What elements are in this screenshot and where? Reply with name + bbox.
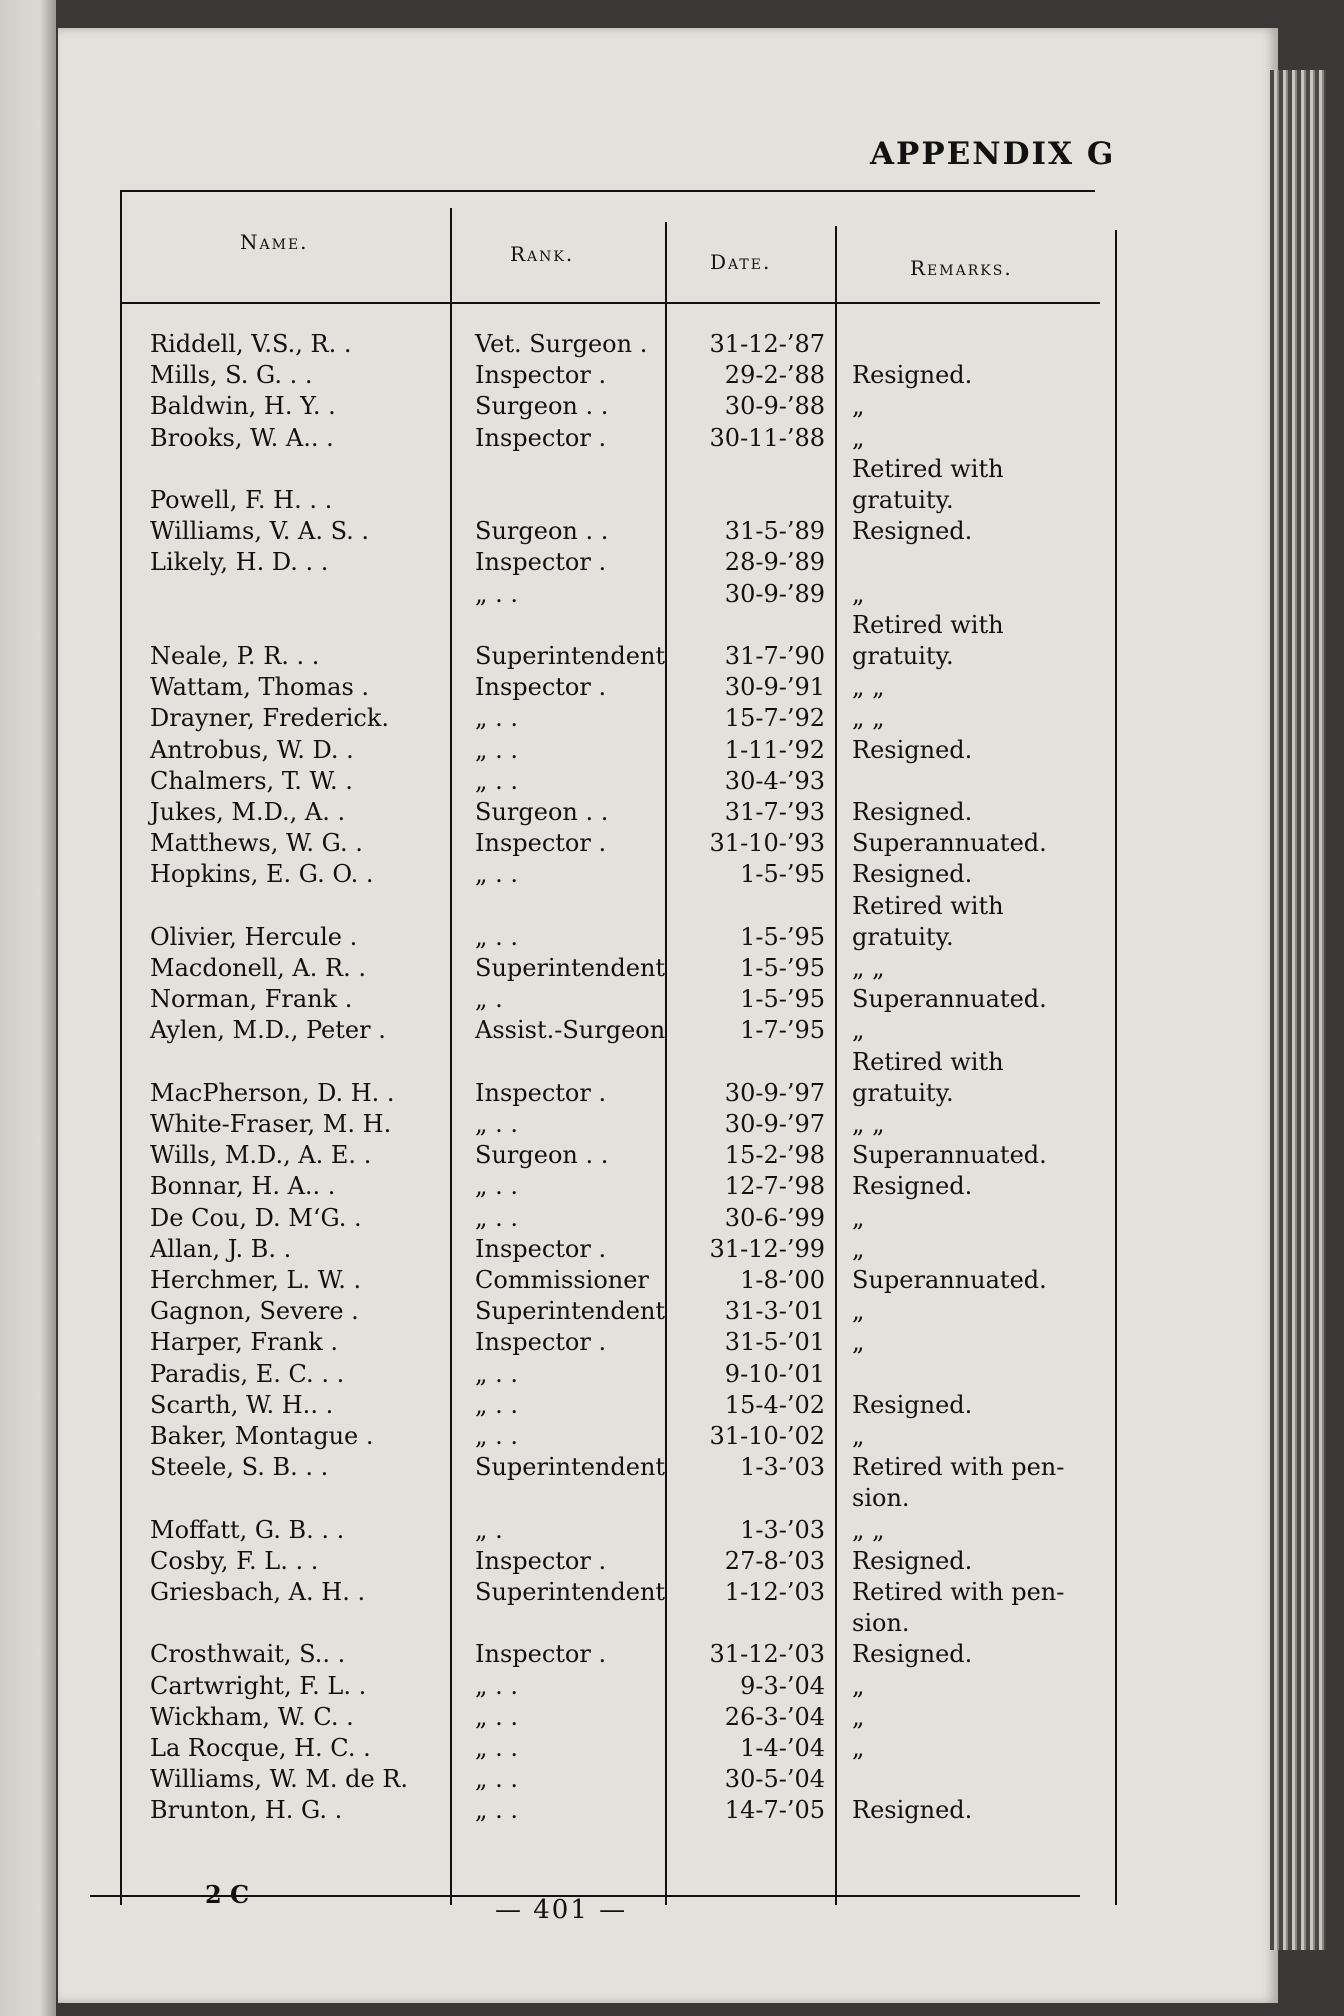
date-cell: 15-4-’02 (724, 1390, 825, 1419)
column-header-remarks: Remarks. (910, 256, 1013, 280)
name-cell: Herchmer, L. W. . (150, 1266, 362, 1294)
remarks-cell: „ (852, 1234, 865, 1263)
name-rank-divider (450, 208, 452, 1905)
date-cell: 1-8-’00 (740, 1266, 825, 1294)
remarks-cell: Resigned. (852, 798, 973, 826)
rank-cell: „ . . (475, 1390, 518, 1419)
rank-cell: Surgeon . . (475, 517, 609, 546)
remarks-cell: „ „ (852, 954, 885, 982)
remarks-cell: „ (852, 1203, 865, 1232)
name-cell: Riddell, V.S., R. . (150, 330, 352, 358)
table-left-border (120, 190, 122, 1905)
rank-cell: Inspector . (475, 1546, 607, 1575)
remarks-cell: „ (852, 1297, 865, 1326)
date-cell: 1-3-’03 (740, 1453, 825, 1482)
remarks-cell: Superannuated. (852, 1266, 1047, 1294)
name-cell: Baker, Montague . (150, 1422, 374, 1450)
date-cell: 31-7-’93 (724, 798, 825, 826)
rank-cell: Superintendent (475, 1578, 666, 1606)
name-cell: Wickham, W. C. . (150, 1702, 354, 1731)
rank-cell: Inspector . (475, 361, 607, 390)
name-cell: Williams, V. A. S. . (150, 517, 370, 546)
table-right-border (1115, 230, 1117, 1905)
rank-cell: „ . . (475, 735, 518, 764)
remarks-cell: „ „ (852, 704, 885, 733)
column-header-rank: Rank. (510, 242, 575, 266)
date-cell: 31-10-’93 (709, 829, 825, 858)
rank-cell: „ . . (475, 1203, 518, 1232)
remarks-cell: Retired with pen- (852, 1453, 1065, 1482)
date-cell: 15-2-’98 (724, 1141, 825, 1170)
name-cell: Baldwin, H. Y. . (150, 392, 336, 421)
rank-cell: Inspector . (475, 829, 607, 858)
name-cell: Allan, J. B. . (150, 1234, 292, 1263)
rank-cell: Surgeon . . (475, 1141, 609, 1170)
remarks-cell: sion. (852, 1609, 910, 1638)
remarks-cell: „ „ (852, 673, 885, 702)
page-number: — 401 — (495, 1895, 628, 1925)
remarks-cell: Resigned. (852, 1796, 973, 1825)
name-cell: Drayner, Frederick. (150, 704, 389, 733)
remarks-cell: gratuity. (852, 1078, 954, 1107)
name-cell: Olivier, Hercule . (150, 922, 358, 951)
date-cell: 30-9-’91 (724, 673, 825, 702)
date-cell: 12-7-’98 (724, 1172, 825, 1201)
rank-cell: Superintendent (475, 954, 666, 982)
name-cell: Crosthwait, S.. . (150, 1640, 346, 1669)
name-cell: Mills, S. G. . . (150, 361, 313, 390)
remarks-cell: Resigned. (852, 860, 973, 889)
date-remarks-divider (835, 226, 837, 1905)
name-cell: Jukes, M.D., A. . (150, 798, 346, 826)
rank-cell: „ . . (475, 766, 518, 795)
name-cell: Griesbach, A. H. . (150, 1578, 366, 1606)
date-cell: 1-4-’04 (740, 1734, 825, 1762)
appendix-table (90, 190, 1115, 1905)
page-header: APPENDIX G (870, 136, 1116, 172)
date-cell: 31-3-’01 (724, 1297, 825, 1326)
rank-cell: Inspector . (475, 673, 607, 702)
remarks-cell: Resigned. (852, 1640, 973, 1669)
rank-cell: „ . . (475, 704, 518, 733)
date-cell: 26-3-’04 (724, 1702, 825, 1731)
remarks-cell: gratuity. (852, 642, 954, 670)
rank-cell: Inspector . (475, 423, 607, 452)
remarks-cell: „ (852, 1422, 865, 1450)
table-head-rule (120, 302, 1100, 304)
remarks-cell: Superannuated. (852, 829, 1047, 858)
rank-cell: „ . . (475, 1702, 518, 1731)
remarks-cell: Superannuated. (852, 1141, 1047, 1170)
rank-cell: Inspector . (475, 1078, 607, 1107)
name-cell: Wills, M.D., A. E. . (150, 1141, 372, 1170)
name-cell: Hopkins, E. G. O. . (150, 860, 374, 889)
remarks-cell: sion. (852, 1484, 910, 1513)
name-cell: Matthews, W. G. . (150, 829, 363, 858)
name-cell: Brooks, W. A.. . (150, 423, 334, 452)
name-cell: Harper, Frank . (150, 1328, 339, 1357)
date-cell: 30-9-’97 (724, 1110, 825, 1138)
rank-cell: Inspector . (475, 1640, 607, 1669)
remarks-cell: „ (852, 1702, 865, 1731)
date-cell: 31-12-’99 (709, 1234, 825, 1263)
name-cell: Antrobus, W. D. . (150, 735, 354, 764)
rank-cell: „ . . (475, 860, 518, 889)
date-cell: 1-12-’03 (724, 1578, 825, 1606)
name-cell: Wattam, Thomas . (150, 673, 370, 702)
rank-cell: Inspector . (475, 548, 607, 577)
rank-cell: „ . . (475, 1671, 518, 1700)
remarks-cell: Retired with (852, 610, 1004, 639)
name-cell: MacPherson, D. H. . (150, 1078, 395, 1107)
date-cell: 1-5-’95 (740, 860, 825, 889)
name-cell: Williams, W. M. de R. (150, 1765, 409, 1794)
name-cell: Brunton, H. G. . (150, 1796, 343, 1825)
date-cell: 31-5-’89 (724, 517, 825, 546)
date-cell: 9-3-’04 (740, 1671, 825, 1700)
rank-cell: Assist.-Surgeon (475, 1016, 666, 1045)
date-cell: 9-10-’01 (724, 1359, 825, 1388)
remarks-cell: Resigned. (852, 1546, 973, 1575)
name-cell: Bonnar, H. A.. . (150, 1172, 336, 1201)
rank-cell: „ . (475, 1515, 503, 1544)
date-cell: 30-11-’88 (709, 423, 825, 452)
name-cell: Likely, H. D. . . (150, 548, 329, 577)
table-top-rule (120, 190, 1095, 192)
column-header-date: Date. (710, 250, 772, 274)
date-cell: 15-7-’92 (724, 704, 825, 733)
remarks-cell: „ (852, 1016, 865, 1045)
date-cell: 1-11-’92 (724, 735, 825, 764)
rank-cell: „ . . (475, 579, 518, 608)
rank-cell: Superintendent (475, 642, 666, 670)
remarks-cell: Resigned. (852, 735, 973, 764)
name-cell: Cartwright, F. L. . (150, 1671, 367, 1700)
date-cell: 1-7-’95 (740, 1016, 825, 1045)
date-cell: 31-7-’90 (724, 642, 825, 670)
page-stack-edge (1270, 70, 1326, 1950)
name-cell: Chalmers, T. W. . (150, 766, 353, 795)
rank-cell: „ . . (475, 1796, 518, 1825)
name-cell: Cosby, F. L. . . (150, 1546, 319, 1575)
date-cell: 1-3-’03 (740, 1515, 825, 1544)
name-cell: Neale, P. R. . . (150, 642, 320, 670)
remarks-cell: gratuity. (852, 922, 954, 951)
name-cell: Powell, F. H. . . (150, 486, 333, 514)
date-cell: 30-4-’93 (724, 766, 825, 795)
remarks-cell: „ (852, 392, 865, 421)
rank-cell: „ . . (475, 1172, 518, 1201)
remarks-cell: Resigned. (852, 517, 973, 546)
signature-mark: 2 C (205, 1880, 250, 1909)
rank-cell: Inspector . (475, 1234, 607, 1263)
rank-cell: Superintendent (475, 1453, 666, 1482)
rank-cell: Commissioner (475, 1266, 649, 1294)
remarks-cell: „ „ (852, 1110, 885, 1138)
rank-cell: „ . . (475, 1110, 518, 1138)
facing-page-edge (0, 0, 56, 2016)
name-cell: Macdonell, A. R. . (150, 954, 366, 982)
remarks-cell: Retired with pen- (852, 1578, 1065, 1606)
date-cell: 30-9-’97 (724, 1078, 825, 1107)
remarks-cell: „ (852, 1734, 865, 1762)
rank-cell: Vet. Surgeon . (475, 330, 648, 358)
date-cell: 1-5-’95 (740, 954, 825, 982)
name-cell: Aylen, M.D., Peter . (150, 1016, 386, 1045)
date-cell: 27-8-’03 (724, 1546, 825, 1575)
rank-cell: Inspector . (475, 1328, 607, 1357)
rank-cell: Surgeon . . (475, 798, 609, 826)
remarks-cell: „ (852, 579, 865, 608)
date-cell: 30-5-’04 (724, 1765, 825, 1794)
date-cell: 30-6-’99 (724, 1203, 825, 1232)
remarks-cell: „ (852, 1328, 865, 1357)
date-cell: 31-5-’01 (724, 1328, 825, 1357)
date-cell: 14-7-’05 (724, 1796, 825, 1825)
remarks-cell: Resigned. (852, 361, 973, 390)
name-cell: Scarth, W. H.. . (150, 1390, 334, 1419)
name-cell: Steele, S. B. . . (150, 1453, 329, 1482)
rank-cell: Surgeon . . (475, 392, 609, 421)
name-cell: White-Fraser, M. H. (150, 1110, 392, 1138)
date-cell: 29-2-’88 (724, 361, 825, 390)
remarks-cell: gratuity. (852, 486, 954, 514)
date-cell: 28-9-’89 (724, 548, 825, 577)
remarks-cell: „ (852, 1671, 865, 1700)
name-cell: Gagnon, Severe . (150, 1297, 359, 1326)
remarks-cell: „ „ (852, 1515, 885, 1544)
date-cell: 1-5-’95 (740, 985, 825, 1014)
rank-cell: „ . . (475, 1765, 518, 1794)
column-header-name: Name. (240, 230, 309, 254)
remarks-cell: Resigned. (852, 1390, 973, 1419)
name-cell: Paradis, E. C. . . (150, 1359, 345, 1388)
date-cell: 1-5-’95 (740, 922, 825, 951)
rank-cell: „ . (475, 985, 503, 1014)
rank-cell: „ . . (475, 1359, 518, 1388)
date-cell: 31-12-’03 (709, 1640, 825, 1669)
date-cell: 30-9-’88 (724, 392, 825, 421)
rank-cell: Superintendent (475, 1297, 666, 1326)
remarks-cell: Retired with (852, 891, 1004, 920)
name-cell: Moffatt, G. B. . . (150, 1515, 345, 1544)
name-cell: La Rocque, H. C. . (150, 1734, 371, 1762)
remarks-cell: „ (852, 423, 865, 452)
rank-cell: „ . . (475, 1734, 518, 1762)
rank-cell: „ . . (475, 1422, 518, 1450)
remarks-cell: Retired with (852, 454, 1004, 483)
date-cell: 30-9-’89 (724, 579, 825, 608)
rank-cell: „ . . (475, 922, 518, 951)
name-cell: De Cou, D. M‘G. . (150, 1203, 362, 1232)
rank-date-divider (665, 222, 667, 1905)
remarks-cell: Resigned. (852, 1172, 973, 1201)
remarks-cell: Retired with (852, 1047, 1004, 1076)
name-cell: Norman, Frank . (150, 985, 353, 1014)
remarks-cell: Superannuated. (852, 985, 1047, 1014)
date-cell: 31-10-’02 (709, 1422, 825, 1450)
date-cell: 31-12-’87 (709, 330, 825, 358)
